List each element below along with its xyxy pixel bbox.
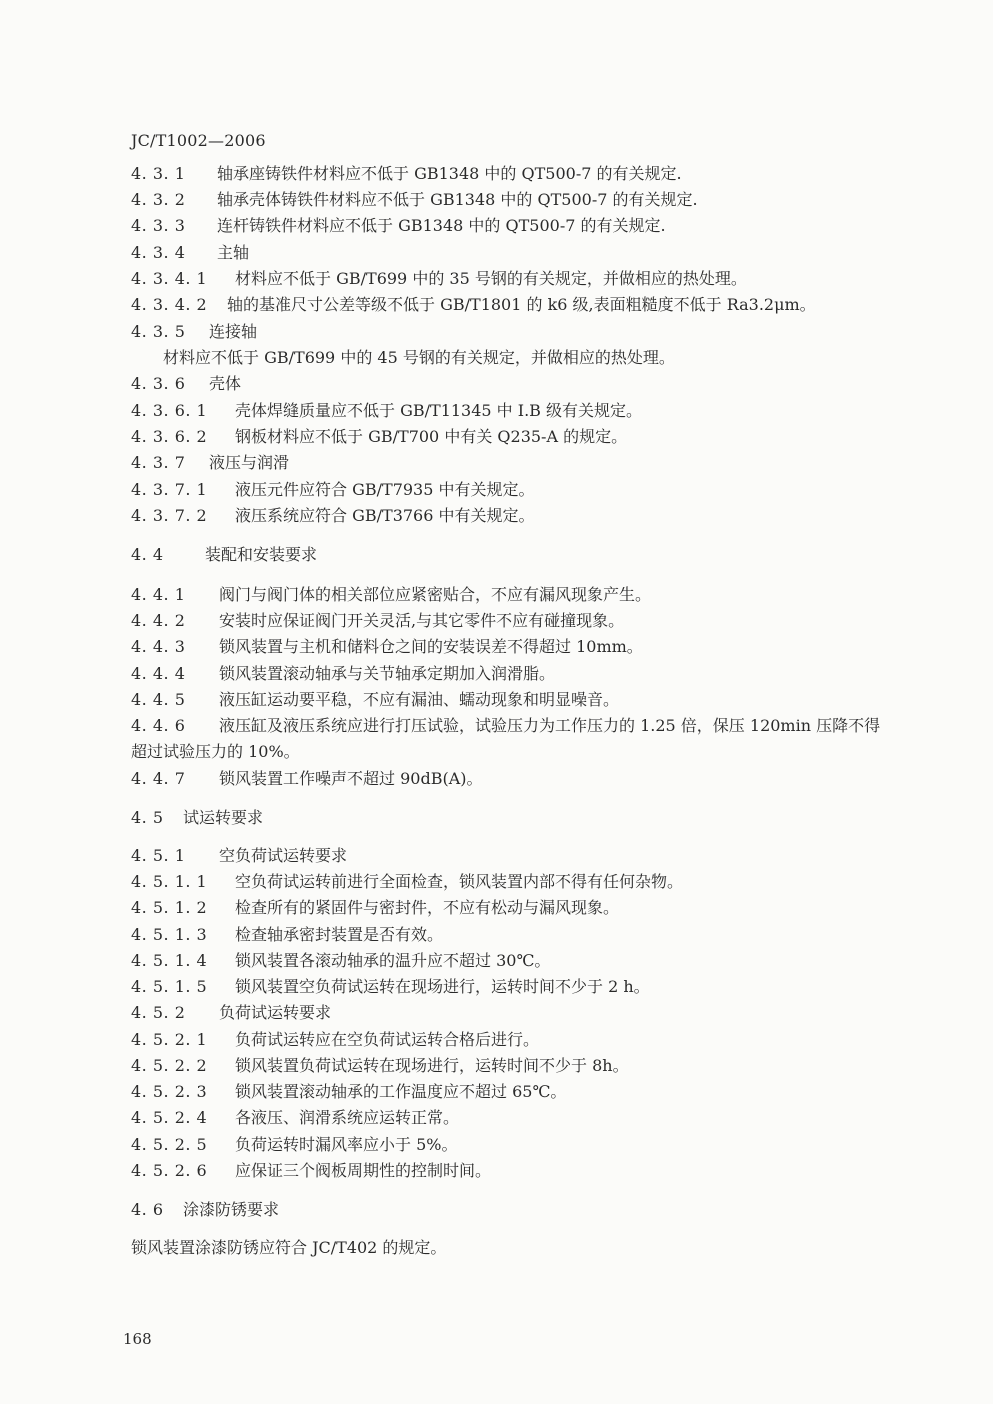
clause-number: 4. 5. 2 (131, 1003, 186, 1022)
clause-line (131, 977, 650, 997)
clause-line (131, 637, 643, 657)
clause-text: 负荷试运转应在空负荷试运转合格后进行。 (235, 1030, 540, 1049)
clause-text: 锁风装置滚动轴承与关节轴承定期加入润滑脂。 (219, 664, 556, 683)
clause-line (131, 243, 249, 263)
clause-line (131, 401, 642, 421)
clause-continuation (131, 742, 300, 762)
clause-number: 4. 3. 6. 2 (131, 427, 208, 446)
clause-line (131, 427, 627, 447)
clause-line (131, 951, 550, 971)
section-title: 涂漆防锈要求 (183, 1200, 280, 1219)
clause-number: 4. 4. 6 (131, 716, 186, 735)
clause-text: 液压与润滑 (209, 453, 290, 472)
clause-line (131, 506, 535, 526)
clause-line (131, 898, 619, 918)
clause-number: 4. 3. 7. 2 (131, 506, 208, 525)
clause-number: 4. 3. 6 (131, 374, 186, 393)
clause-text: 壳体焊缝质量应不低于 GB/T11345 中 I.B 级有关规定。 (235, 401, 643, 420)
paragraph (131, 1238, 446, 1258)
clause-line (131, 190, 698, 210)
clause-text: 液压元件应符合 GB/T7935 中有关规定。 (235, 480, 535, 499)
clause-text: 壳体 (209, 374, 242, 393)
clause-number: 4. 5. 1 (131, 846, 186, 865)
clause-line (131, 611, 624, 631)
clause-number: 4. 3. 2 (131, 190, 186, 209)
section-title: 试运转要求 (183, 808, 264, 827)
section-number: 4. 6 (131, 1200, 164, 1219)
clause-number: 4. 5. 1. 2 (131, 898, 208, 917)
document-code: JC/T1002—2006 (131, 131, 266, 150)
clause-number: 4. 5. 1. 1 (131, 872, 208, 891)
clause-line (131, 1161, 491, 1181)
clause-text: 阀门与阀门体的相关部位应紧密贴合，不应有漏风现象产生。 (219, 585, 652, 604)
clause-number: 4. 3. 7. 1 (131, 480, 208, 499)
clause-text: 各液压、润滑系统应运转正常。 (235, 1108, 460, 1127)
clause-number: 4. 5. 2. 5 (131, 1135, 208, 1154)
clause-number: 4. 3. 3 (131, 216, 186, 235)
clause-text: 钢板材料应不低于 GB/T700 中有关 Q235-A 的规定。 (235, 427, 628, 446)
section-heading (131, 808, 263, 828)
clause-line (131, 374, 241, 394)
page-number: 168 (123, 1330, 152, 1348)
clause-text: 锁风装置负荷试运转在现场进行，运转时间不少于 8h。 (235, 1056, 629, 1075)
clause-line (131, 295, 816, 315)
section-number: 4. 4 (131, 545, 164, 564)
clause-text: 连接轴 (209, 322, 258, 341)
clause-text: 液压系统应符合 GB/T3766 中有关规定。 (235, 506, 535, 525)
clause-line (131, 716, 880, 736)
clause-text: 空负荷试运转要求 (219, 846, 348, 865)
paragraph-text: 锁风装置涂漆防锈应符合 JC/T402 的规定。 (131, 1238, 447, 1257)
clause-line (131, 769, 483, 789)
clause-line (131, 1030, 539, 1050)
clause-line (131, 664, 555, 684)
clause-text: 安装时应保证阀门开关灵活,与其它零件不应有碰撞现象。 (219, 611, 625, 630)
clause-text: 连杆铸铁件材料应不低于 GB1348 中的 QT500-7 的有关规定. (217, 216, 666, 235)
section-title: 装配和安装要求 (205, 545, 318, 564)
clause-text: 液压缸运动要平稳，不应有漏油、蠕动现象和明显噪音。 (219, 690, 620, 709)
section-heading (131, 545, 317, 565)
clause-text: 负荷运转时漏风率应小于 5%。 (235, 1135, 458, 1154)
clause-line (131, 1108, 459, 1128)
clause-line (131, 453, 289, 473)
clause-line (131, 585, 651, 605)
clause-line (131, 1135, 457, 1155)
clause-number: 4. 3. 1 (131, 164, 186, 183)
clause-number: 4. 5. 1. 5 (131, 977, 208, 996)
clause-text: 锁风装置空负荷试运转在现场进行，运转时间不少于 2 h。 (235, 977, 650, 996)
clause-number: 4. 5. 1. 4 (131, 951, 208, 970)
clause-number: 4. 3. 4 (131, 243, 186, 262)
clause-text: 检查所有的紧固件与密封件，不应有松动与漏风现象。 (235, 898, 620, 917)
clause-line (131, 1056, 629, 1076)
clause-line (131, 925, 443, 945)
clause-line (131, 480, 535, 500)
clause-line (131, 846, 347, 866)
clause-text: 主轴 (217, 243, 250, 262)
clause-number: 4. 5. 2. 2 (131, 1056, 208, 1075)
clause-number: 4. 5. 1. 3 (131, 925, 208, 944)
clause-text: 材料应不低于 GB/T699 中的 35 号钢的有关规定，并做相应的热处理。 (235, 269, 747, 288)
clause-text: 锁风装置与主机和储料仓之间的安装误差不得超过 10mm。 (219, 637, 643, 656)
clause-text: 应保证三个阀板周期性的控制时间。 (235, 1161, 492, 1180)
section-number: 4. 5 (131, 808, 164, 827)
clause-text: 锁风装置滚动轴承的工作温度应不超过 65℃。 (235, 1082, 567, 1101)
clause-number: 4. 4. 7 (131, 769, 186, 788)
clause-line (131, 164, 682, 184)
clause-line (131, 690, 619, 710)
clause-text: 材料应不低于 GB/T699 中的 45 号钢的有关规定，并做相应的热处理。 (163, 348, 675, 367)
clause-number: 4. 4. 4 (131, 664, 186, 683)
clause-text: 负荷试运转要求 (219, 1003, 332, 1022)
section-heading (131, 1200, 279, 1220)
clause-number: 4. 3. 4. 2 (131, 295, 208, 314)
clause-text: 轴的基准尺寸公差等级不低于 GB/T1801 的 k6 级,表面粗糙度不低于 Ra3.2μm。 (227, 295, 816, 314)
clause-text: 轴承壳体铸铁件材料应不低于 GB1348 中的 QT500-7 的有关规定. (217, 190, 698, 209)
clause-number: 4. 3. 6. 1 (131, 401, 208, 420)
clause-number: 4. 3. 7 (131, 453, 186, 472)
clause-line (131, 1082, 566, 1102)
clause-line (131, 216, 666, 236)
clause-line (131, 1003, 331, 1023)
clause-text: 液压缸及液压系统应进行打压试验，试验压力为工作压力的 1.25 倍，保压 120min 压降不得 (219, 716, 881, 735)
clause-line (131, 269, 747, 289)
clause-text: 空负荷试运转前进行全面检查，锁风装置内部不得有任何杂物。 (235, 872, 684, 891)
clause-line (131, 872, 683, 892)
clause-number: 4. 5. 2. 6 (131, 1161, 208, 1180)
clause-continuation (163, 348, 675, 368)
clause-number: 4. 5. 2. 4 (131, 1108, 208, 1127)
clause-text: 检查轴承密封装置是否有效。 (235, 925, 444, 944)
clause-text: 超过试验压力的 10%。 (131, 742, 300, 761)
clause-number: 4. 4. 1 (131, 585, 186, 604)
clause-number: 4. 4. 2 (131, 611, 186, 630)
clause-text: 轴承座铸铁件材料应不低于 GB1348 中的 QT500-7 的有关规定. (217, 164, 682, 183)
clause-text: 锁风装置工作噪声不超过 90dB(A)。 (219, 769, 483, 788)
clause-text: 锁风装置各滚动轴承的温升应不超过 30℃。 (235, 951, 551, 970)
clause-number: 4. 3. 5 (131, 322, 186, 341)
clause-number: 4. 3. 4. 1 (131, 269, 208, 288)
clause-number: 4. 4. 5 (131, 690, 186, 709)
clause-number: 4. 5. 2. 1 (131, 1030, 208, 1049)
clause-number: 4. 4. 3 (131, 637, 186, 656)
clause-line (131, 322, 257, 342)
clause-number: 4. 5. 2. 3 (131, 1082, 208, 1101)
